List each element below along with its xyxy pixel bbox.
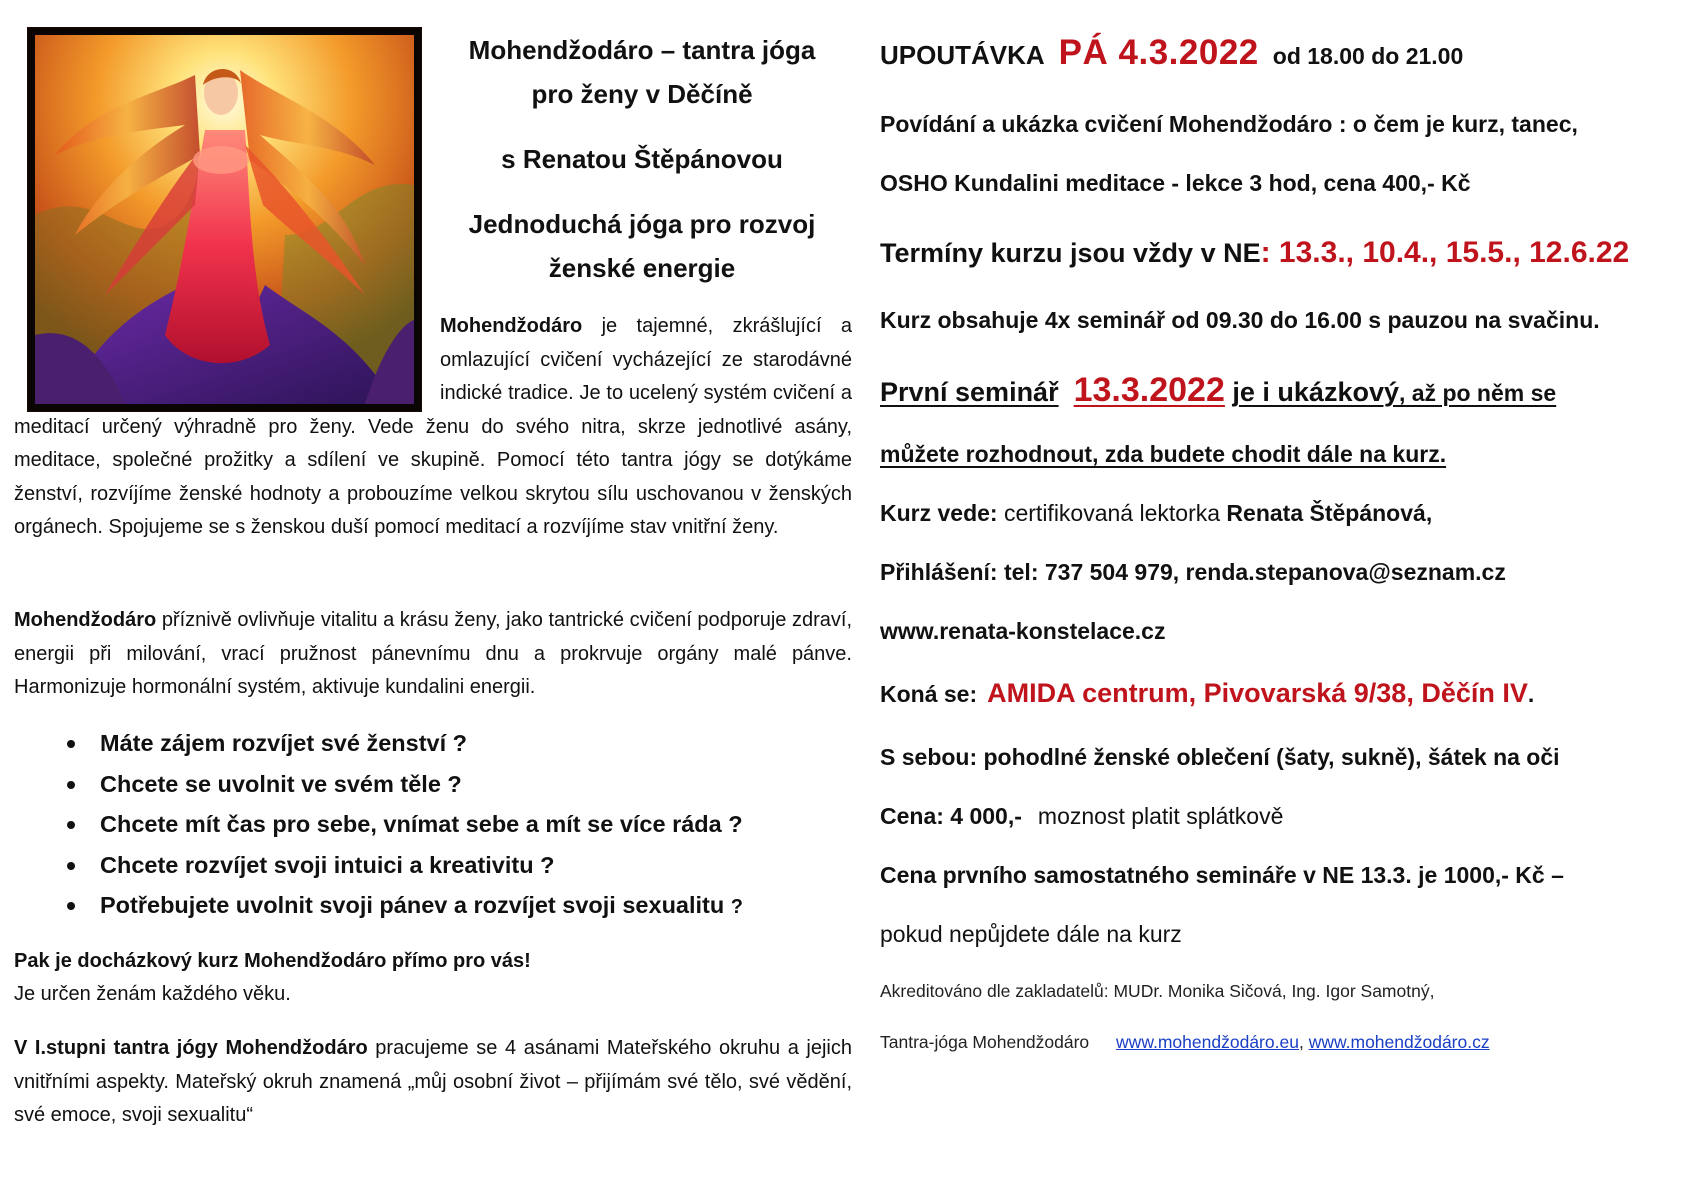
teaser-description: Povídání a ukázka cvičení Mohendžodáro : o čem je kurz, tanec, [880,111,1578,137]
title-line-1: Mohendžodáro – tantra jóga [468,35,816,65]
venue-end: . [1527,681,1535,707]
question-text: Potřebujete uvolnit svoji pánev a rozvíjet svoji sexualitu [100,892,725,918]
price-note: moznost platit splátkově [1037,803,1284,829]
course-terms [880,234,1629,272]
tagline-line-2: ženské energie [548,253,736,283]
question-item: Máte zájem rozvíjet své ženství ? [60,723,850,764]
first-seminar-price: Cena prvního samostatného semináře v NE 13.3. je 1000,- Kč – [880,862,1564,888]
first-seminar-tail: , až po něm se [1398,380,1557,406]
question-list [60,723,850,928]
intro-text: je tajemné, zkrášlující a omlazující cvičení vycházející ze starodávné indické tradice. Je to ucelený systém cvičení a meditací určený výhradně pro ženy. Vede ženu do svého nitra, skrze jednotlivé asány, meditace, společné prožitky a sdílení ve skupině. Pomocí této tantra jógy se dotýkáme ženství, rozvíjíme ženské hodnoty a probouzíme velkou skrytou sílu uschovanou v ženských orgánech. Spojujeme se s ženskou duší pomocí meditací a rozvíjíme stav vnitřní ženy. [14,315,852,538]
link-cz[interactable]: www.mohendžodáro.cz [1308,1032,1490,1052]
venue-place: AMIDA centrum, Pivovarská 9/38, Děčín IV [987,678,1528,708]
first-seminar-price-note: pokud nepůjdete dále na kurz [880,921,1182,947]
intro-section [14,310,852,545]
course-content: Kurz obsahuje 4x seminář od 09.30 do 16.00 s pauzou na svačinu. [880,307,1600,333]
benefits-lead: Mohendžodáro [14,609,157,631]
level-paragraph [14,1032,852,1133]
question-item: Chcete mít čas pro sebe, vnímat sebe a mít se více ráda ? [60,804,850,845]
accreditation: Akreditováno dle zakladatelů: MUDr. Monika Sičová, Ing. Igor Samotný, [880,981,1435,1001]
teaser-time: od 18.00 do 21.00 [1272,43,1464,69]
question-mark: ? [730,896,743,918]
course-leader [880,496,1432,530]
teaser-date: PÁ 4.3.2022 [1058,33,1259,72]
tagline-line-1: Jednoduchá jóga pro rozvoj [468,209,816,239]
benefits-paragraph [14,604,852,705]
footer-links [880,1029,1490,1055]
venue-label: Koná se: [880,681,978,707]
closing-note: Je určen ženám každého věku. [14,983,291,1005]
leader-name: Renata Štěpánová, [1226,500,1433,526]
leader-label: Kurz vede: [880,500,998,526]
bring-items: S sebou: pohodlné ženské oblečení (šaty, sukně), šátek na oči [880,744,1560,770]
question-item [60,885,850,928]
price-label: Cena: 4 000,- [880,803,1022,829]
teaser-details: OSHO Kundalini meditace - lekce 3 hod, cena 400,- Kč [880,170,1471,196]
first-seminar-date: 13.3.2022 [1073,371,1225,409]
decide-note: můžete rozhodnout, zda budete chodit dále na kurz. [880,441,1447,467]
title-line-2: pro ženy v Děčíně [531,79,753,109]
first-seminar [880,368,1556,415]
first-seminar-label: První seminář [880,377,1059,407]
website-text: www.renata-konstelace.cz [880,618,1166,644]
question-item: Chcete rozvíjet svoji intuici a kreativitu ? [60,845,850,886]
subtitle: s Renatou Štěpánovou [501,144,783,174]
title-block [440,28,844,116]
price [880,799,1283,833]
intro-lead: Mohendžodáro [440,315,583,337]
footer-label: Tantra-jóga Mohendžodáro [880,1032,1090,1052]
benefits-text: příznivě ovlivňuje vitalitu a krásu ženy, jako tantrické cvičení podporuje zdraví, energii při milování, vrací pružnost pánevnímu dnu a prokrvuje orgány malé pánve. Harmonizuje hormonální systém, aktivuje kundalini energii. [14,609,853,698]
closing-headline: Pak je docházkový kurz Mohendžodáro přímo pro vás! [14,950,531,972]
tagline [440,202,844,290]
leader-text: certifikovaná lektorka [1003,500,1221,526]
first-seminar-mid: je i ukázkový [1232,377,1399,407]
link-eu[interactable]: www.mohendžodáro.eu [1116,1032,1299,1052]
level-lead: V I.stupni tantra jógy Mohendžodáro [14,1037,368,1059]
link-separator: , [1298,1032,1304,1052]
signup-contact: Přihlášení: tel: 737 504 979, renda.stepanova@seznam.cz [880,559,1506,585]
terms-dates: : 13.3., 10.4., 15.5., 12.6.22 [1260,236,1630,269]
teaser-label: UPOUTÁVKA [880,40,1045,70]
terms-label: Termíny kurzu jsou vždy v NE [880,238,1261,268]
venue [880,676,1534,711]
question-item: Chcete se uvolnit ve svém těle ? [60,764,850,805]
teaser-header [880,33,1464,73]
level-text: pracujeme se 4 asánami Mateřského okruhu a jejich vnitřními aspekty. Mateřský okruh znamená „můj osobní život – přijímám své tělo, své vědění, své emoce, svoji sexualitu“ [14,1037,852,1126]
